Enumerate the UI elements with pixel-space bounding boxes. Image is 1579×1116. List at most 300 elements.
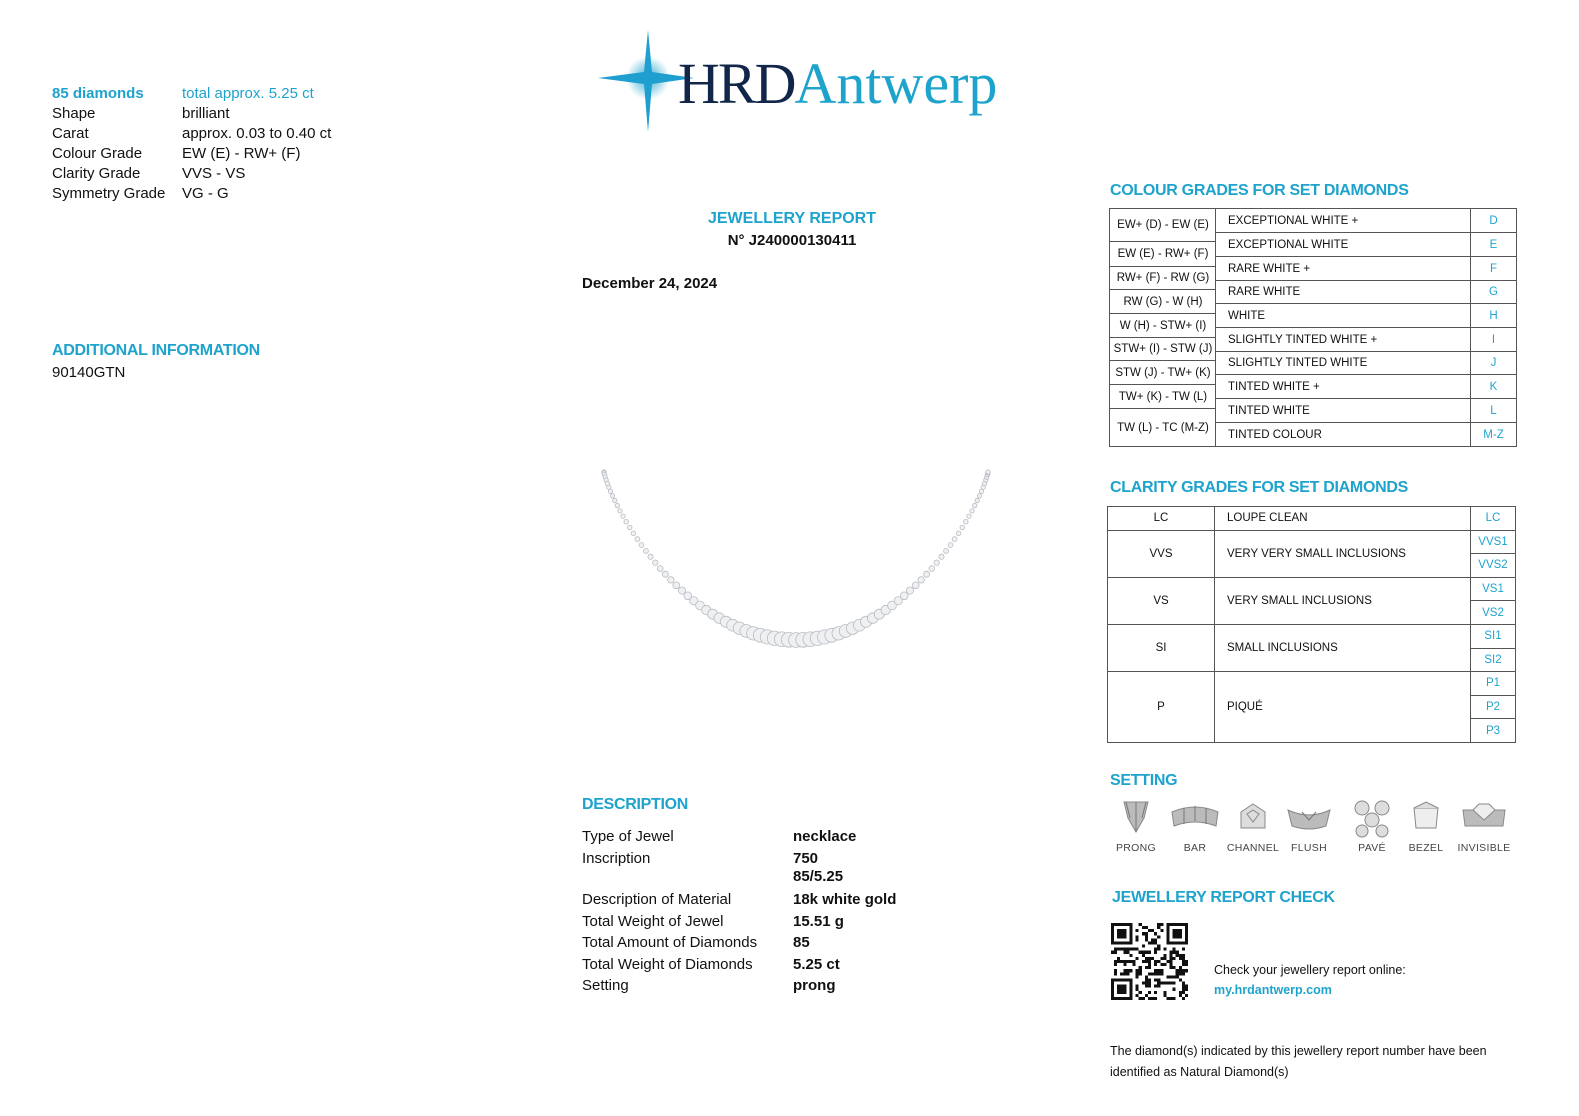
clarity-code: SI1 (1471, 624, 1516, 648)
qr-module (1151, 941, 1154, 944)
qr-module (1182, 963, 1185, 966)
necklace-diamond (977, 494, 981, 498)
colour-grade-row (1216, 281, 1516, 304)
qr-module (1166, 982, 1169, 985)
qr-module (1136, 938, 1139, 941)
qr-module (1133, 963, 1136, 966)
qr-module (1148, 982, 1151, 985)
qr-module (1160, 963, 1163, 966)
clarity-code: SI2 (1471, 648, 1516, 672)
necklace-diamond (934, 560, 939, 565)
diamond-summary (52, 84, 331, 204)
qr-module (1176, 969, 1179, 972)
necklace-diamond (929, 566, 935, 572)
colour-grade-code: J (1490, 357, 1497, 369)
qr-module (1170, 951, 1173, 954)
qr-module (1179, 978, 1182, 981)
qr-module (1136, 929, 1139, 932)
summary-label: Symmetry Grade (52, 185, 166, 202)
summary-value: brilliant (182, 105, 230, 122)
colour-range-cell: TW (L) - TC (M-Z) (1117, 421, 1209, 434)
qr-module (1148, 978, 1151, 981)
clarity-row (1108, 577, 1516, 601)
description-row (582, 932, 896, 954)
qr-code[interactable] (1111, 923, 1188, 1000)
qr-module (1123, 948, 1126, 951)
qr-module (1166, 997, 1169, 1000)
setting-item-bar (1167, 798, 1223, 854)
clarity-code: LC (1471, 507, 1516, 531)
necklace-diamond (613, 498, 617, 502)
necklace-diamond (618, 509, 622, 513)
qr-module (1139, 969, 1142, 972)
qr-module (1157, 960, 1160, 963)
qr-module (1123, 969, 1126, 972)
colour-range-cell: RW+ (F) - RW (G) (1110, 267, 1216, 290)
qr-module (1166, 975, 1169, 978)
necklace-diamond (924, 571, 930, 577)
necklace-diamond (627, 525, 632, 530)
colour-grade-row (1216, 209, 1516, 233)
qr-module (1117, 985, 1126, 994)
qr-module (1173, 951, 1176, 954)
qr-module (1123, 960, 1126, 963)
colour-grades-heading: COLOUR GRADES FOR SET DIAMONDS (1110, 182, 1409, 199)
qr-module (1173, 988, 1176, 991)
report-date: December 24, 2024 (582, 275, 718, 292)
clarity-code: P2 (1471, 695, 1516, 719)
qr-module (1166, 960, 1169, 963)
qr-module (1173, 929, 1182, 938)
qr-module (1145, 957, 1148, 960)
description-value-line2: 85/5.25 (793, 868, 844, 885)
necklace-diamond (939, 554, 944, 559)
qr-module (1185, 985, 1188, 988)
necklace-diamond (648, 554, 653, 559)
qr-module (1185, 994, 1188, 997)
clarity-name: PIQUÉ (1215, 672, 1471, 743)
description-row (582, 975, 896, 997)
necklace-diamond (643, 548, 648, 553)
qr-module (1163, 994, 1166, 997)
qr-module (1129, 969, 1132, 972)
clarity-grades-table (1107, 506, 1516, 743)
colour-grade-code: K (1489, 380, 1498, 393)
diamond-count: 85 diamonds (52, 85, 144, 102)
colour-grades-table (1109, 208, 1517, 447)
qr-module (1170, 963, 1173, 966)
description-label: Description of Material (582, 891, 732, 908)
qr-module (1142, 926, 1145, 929)
setting-label: CHANNEL (1226, 842, 1280, 854)
qr-module (1142, 954, 1145, 957)
colour-grade-row (1216, 233, 1516, 257)
necklace-diamond (653, 560, 658, 565)
clarity-name: SMALL INCLUSIONS (1215, 624, 1471, 671)
report-check-instruction: Check your jewellery report online: (1214, 963, 1406, 977)
colour-grade-code: F (1489, 262, 1498, 275)
qr-module (1114, 960, 1117, 963)
qr-module (1145, 938, 1148, 941)
qr-module (1173, 975, 1176, 978)
qr-module (1173, 966, 1176, 969)
colour-grade-name: TINTED COLOUR (1216, 423, 1471, 446)
qr-module (1154, 969, 1157, 972)
clarity-row (1108, 672, 1516, 696)
qr-module (1117, 957, 1120, 960)
qr-module (1114, 972, 1117, 975)
qr-module (1157, 926, 1160, 929)
necklace-diamond (956, 531, 961, 536)
qr-module (1179, 994, 1182, 997)
necklace-diamond (631, 531, 636, 536)
necklace-diamond (673, 582, 680, 589)
necklace-diamond (635, 537, 640, 542)
qr-module (1170, 957, 1173, 960)
qr-module (1185, 969, 1188, 972)
description-heading: DESCRIPTION (582, 796, 689, 813)
colour-grade-row (1216, 257, 1516, 281)
qr-module (1154, 985, 1157, 988)
description-label: Total Amount of Diamonds (582, 934, 758, 951)
report-title (582, 210, 1002, 249)
summary-value: EW (E) - RW+ (F) (182, 145, 301, 162)
necklace-diamond (960, 525, 965, 530)
colour-range-cell: EW (E) - RW+ (F) (1110, 242, 1216, 267)
qr-module (1136, 975, 1139, 978)
necklace-diamond (912, 582, 919, 589)
setting-label: FLUSH (1291, 842, 1327, 854)
qr-module (1136, 994, 1139, 997)
necklace-diamond (970, 509, 974, 513)
colour-grade-row (1216, 352, 1516, 375)
colour-range-cell: TW+ (K) - TW (L) (1110, 385, 1216, 409)
qr-module (1179, 969, 1182, 972)
qr-module (1139, 951, 1142, 954)
description-section (582, 796, 896, 997)
necklace-photo (596, 460, 996, 670)
qr-module (1170, 997, 1173, 1000)
colour-grade-code: G (1489, 286, 1498, 298)
necklace-diamond (662, 571, 668, 577)
qr-module (1117, 960, 1120, 963)
clarity-name: VERY VERY SMALL INCLUSIONS (1215, 530, 1471, 577)
colour-grade-name: RARE WHITE (1216, 281, 1471, 303)
colour-grade-row (1216, 375, 1516, 399)
qr-module (1151, 997, 1154, 1000)
qr-module (1154, 972, 1157, 975)
qr-module (1139, 997, 1142, 1000)
clarity-name: LOUPE CLEAN (1215, 507, 1471, 531)
qr-module (1163, 982, 1166, 985)
necklace-diamond (918, 577, 924, 583)
qr-module (1157, 985, 1160, 988)
qr-module (1148, 963, 1151, 966)
summary-value: VVS - VS (182, 165, 246, 182)
qr-module (1114, 948, 1117, 951)
qr-module (1114, 951, 1117, 954)
qr-module (1145, 978, 1148, 981)
necklace-diamond (944, 548, 949, 553)
qr-module (1136, 972, 1139, 975)
setting-heading: SETTING (1110, 772, 1178, 789)
qr-module (1157, 945, 1160, 948)
qr-module (1154, 997, 1157, 1000)
qr-module (1182, 997, 1185, 1000)
colour-range-cell: STW+ (I) - STW (J) (1110, 338, 1216, 361)
qr-module (1157, 948, 1160, 951)
description-table (582, 826, 896, 997)
qr-module (1170, 982, 1173, 985)
summary-label: Shape (52, 105, 96, 122)
necklace-diamond (952, 537, 957, 542)
qr-module (1160, 957, 1163, 960)
qr-module (1154, 941, 1157, 944)
qr-module (1142, 982, 1145, 985)
description-value: prong (793, 977, 836, 994)
qr-module (1142, 951, 1145, 954)
qr-module (1182, 954, 1185, 957)
report-heading: JEWELLERY REPORT (707, 210, 877, 227)
qr-module (1154, 963, 1157, 966)
qr-module (1173, 997, 1176, 1000)
qr-module (1148, 941, 1151, 944)
qr-module (1120, 972, 1123, 975)
qr-module (1179, 972, 1182, 975)
qr-module (1185, 960, 1188, 963)
necklace-diamond (973, 503, 977, 507)
necklace-diamond (624, 519, 629, 524)
colour-grade-name: TINTED WHITE (1216, 399, 1471, 422)
clarity-code: VS2 (1471, 601, 1516, 625)
colour-grade-code: D (1489, 214, 1498, 227)
description-label: Total Weight of Diamonds (582, 955, 753, 973)
necklace-diamond (610, 494, 614, 498)
qr-module (1148, 966, 1151, 969)
qr-module (1160, 929, 1163, 932)
qr-module (1173, 948, 1176, 951)
necklace-diamond (986, 470, 990, 474)
qr-module (1182, 982, 1185, 985)
description-row (582, 826, 896, 848)
qr-module (1157, 972, 1160, 975)
qr-module (1154, 960, 1157, 963)
qr-module (1133, 948, 1136, 951)
description-value: 85 (793, 934, 810, 951)
additional-information-heading: ADDITIONAL INFORMATION (52, 342, 260, 359)
colour-grade-name: EXCEPTIONAL WHITE (1216, 233, 1471, 256)
qr-module (1126, 972, 1129, 975)
setting-item-pave (1344, 798, 1400, 854)
qr-module (1154, 951, 1157, 954)
setting-label: INVISIBLE (1457, 842, 1511, 854)
qr-module (1185, 963, 1188, 966)
qr-module (1173, 957, 1176, 960)
clarity-row (1108, 624, 1516, 648)
qr-module (1151, 938, 1154, 941)
colour-grade-row (1216, 399, 1516, 423)
qr-module (1157, 969, 1160, 972)
qr-module (1176, 954, 1179, 957)
colour-range-cell: RW (G) - W (H) (1110, 290, 1216, 314)
qr-module (1148, 991, 1151, 994)
channel-setting-icon (1233, 798, 1273, 834)
pave-setting-icon (1350, 798, 1394, 840)
qr-module (1145, 951, 1148, 954)
qr-module (1145, 975, 1148, 978)
qr-module (1182, 960, 1185, 963)
qr-module (1129, 948, 1132, 951)
qr-module (1151, 929, 1154, 932)
description-label: Setting (582, 977, 629, 994)
necklace-diamond (967, 514, 971, 518)
qr-module (1170, 966, 1173, 969)
setting-types (1110, 798, 1515, 858)
qr-module (1154, 991, 1157, 994)
qr-module (1176, 975, 1179, 978)
qr-module (1163, 957, 1166, 960)
qr-module (1142, 932, 1145, 935)
additional-information (52, 342, 260, 381)
qr-module (1133, 960, 1136, 963)
clarity-short: SI (1108, 624, 1215, 671)
qr-module (1151, 957, 1154, 960)
qr-module (1114, 963, 1117, 966)
description-label: Inscription (582, 849, 651, 867)
bar-setting-icon (1170, 798, 1220, 834)
setting-label: PRONG (1115, 842, 1156, 854)
description-value: 15.51 g (793, 912, 844, 930)
qr-module (1123, 963, 1126, 966)
qr-module (1179, 957, 1182, 960)
qr-module (1145, 935, 1148, 938)
qr-module (1154, 938, 1157, 941)
qr-module (1120, 948, 1123, 951)
necklace-diamond (948, 543, 953, 548)
colour-grade-row (1216, 423, 1516, 446)
qr-module (1182, 972, 1185, 975)
description-row (582, 848, 896, 890)
qr-module (1142, 960, 1145, 963)
qr-module (1136, 957, 1139, 960)
summary-value: VG - G (182, 185, 229, 202)
qr-module (1163, 948, 1166, 951)
report-number: N° J240000130411 (727, 232, 857, 249)
qr-module (1157, 935, 1160, 938)
qr-module (1145, 985, 1148, 988)
clarity-code: P1 (1471, 672, 1516, 696)
colour-grade-code: H (1489, 309, 1498, 322)
qr-module (1126, 969, 1129, 972)
qr-module (1163, 954, 1166, 957)
description-label: Total Weight of Jewel (582, 912, 724, 930)
qr-module (1126, 948, 1129, 951)
description-row (582, 889, 896, 911)
colour-range-column (1110, 209, 1216, 446)
clarity-short: LC (1108, 507, 1215, 531)
qr-module (1142, 945, 1145, 948)
qr-module (1139, 966, 1142, 969)
bezel-setting-icon (1406, 798, 1446, 834)
qr-module (1154, 948, 1157, 951)
necklace-diamond (964, 519, 969, 524)
summary-label: Carat (52, 125, 89, 142)
qr-module (1157, 978, 1160, 981)
clarity-short: VVS (1108, 530, 1215, 577)
hrd-antwerp-logo: HRDAntwerp (598, 28, 1018, 138)
qr-module (1120, 960, 1123, 963)
qr-module (1185, 988, 1188, 991)
qr-module (1182, 957, 1185, 960)
clarity-code: P3 (1471, 719, 1516, 743)
necklace-diamond (657, 566, 663, 572)
description-value: necklace (793, 828, 857, 845)
qr-module (1145, 982, 1148, 985)
qr-module (1182, 969, 1185, 972)
qr-module (1179, 991, 1182, 994)
report-check-link[interactable]: my.hrdantwerp.com (1214, 983, 1332, 997)
qr-module (1182, 991, 1185, 994)
necklace-diamond (615, 503, 619, 507)
necklace-diamond (668, 577, 674, 583)
qr-module (1126, 951, 1129, 954)
clarity-row (1108, 530, 1516, 554)
setting-item-channel (1225, 798, 1281, 854)
setting-label: BAR (1183, 842, 1207, 854)
clarity-grades-heading: CLARITY GRADES FOR SET DIAMONDS (1110, 479, 1408, 496)
qr-module (1123, 972, 1126, 975)
setting-item-invisible (1456, 798, 1512, 854)
necklace-diamond (608, 489, 612, 493)
qr-module (1111, 951, 1114, 954)
qr-module (1145, 966, 1148, 969)
necklace-diamond (621, 514, 625, 518)
qr-module (1182, 948, 1185, 951)
description-value: 5.25 ct (793, 955, 840, 973)
colour-grade-name: TINTED WHITE + (1216, 375, 1471, 398)
qr-module (1148, 951, 1151, 954)
colour-grade-code: I (1491, 333, 1496, 346)
invisible-setting-icon (1459, 798, 1509, 834)
qr-module (1148, 929, 1151, 932)
setting-item-prong (1108, 798, 1164, 854)
colour-range-cell: STW (J) - TW+ (K) (1110, 361, 1216, 385)
qr-module (1136, 948, 1139, 951)
qr-module (1145, 994, 1148, 997)
description-value: 18k white gold (793, 891, 897, 908)
qr-module (1145, 932, 1148, 935)
qr-module (1148, 997, 1151, 1000)
qr-module (1157, 923, 1160, 926)
summary-value: approx. 0.03 to 0.40 ct (182, 125, 332, 142)
colour-range-cell: EW+ (D) - EW (E) (1110, 209, 1216, 242)
qr-module (1176, 951, 1179, 954)
description-row (582, 911, 896, 933)
clarity-code: VVS1 (1471, 530, 1516, 554)
necklace-diamond (639, 543, 644, 548)
qr-module (1139, 991, 1142, 994)
qr-module (1151, 972, 1154, 975)
clarity-code: VVS2 (1471, 554, 1516, 578)
qr-module (1179, 954, 1182, 957)
colour-grade-code: L (1490, 404, 1497, 417)
clarity-short: VS (1108, 577, 1215, 624)
qr-module (1148, 972, 1151, 975)
flush-setting-icon (1286, 798, 1332, 834)
qr-module (1145, 960, 1148, 963)
qr-module (1154, 978, 1157, 981)
qr-module (1179, 966, 1182, 969)
